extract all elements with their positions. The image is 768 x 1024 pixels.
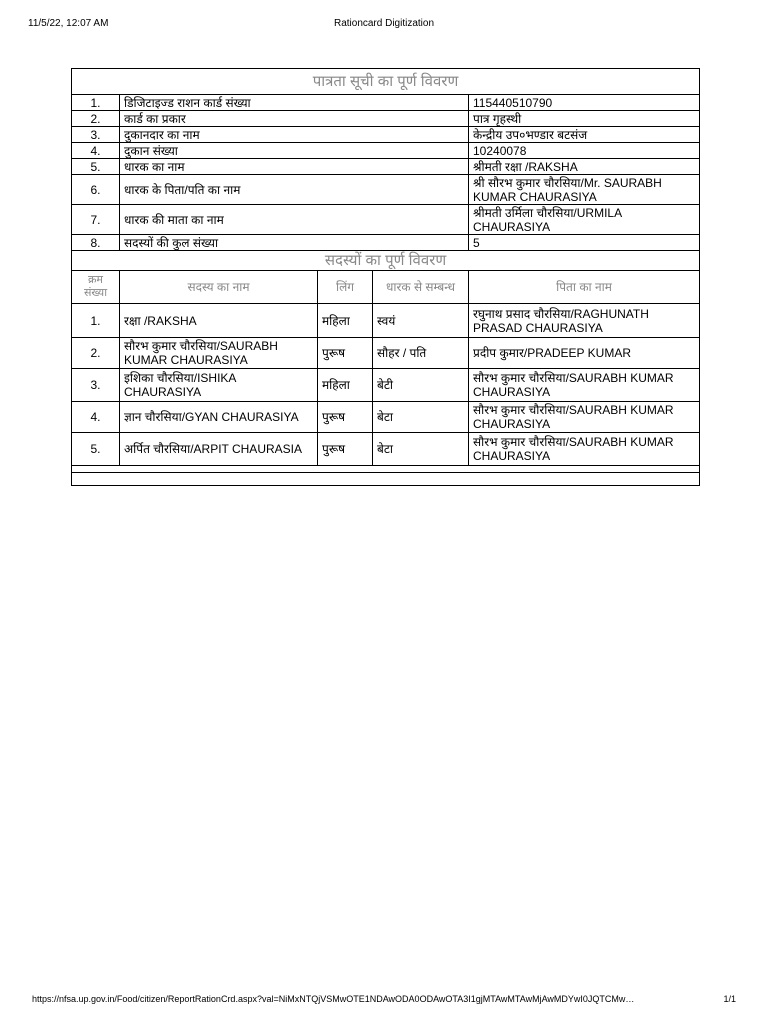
member-relation: स्वयं: [373, 304, 469, 338]
detail-row: [72, 111, 700, 127]
member-gender: पुरूष: [318, 402, 373, 433]
header-father-name: पिता का नाम: [469, 271, 700, 304]
detail-label: सदस्यों की कुल संख्या: [120, 235, 469, 251]
detail-label: दुकानदार का नाम: [120, 127, 469, 143]
detail-row: [72, 235, 700, 251]
detail-number: 8.: [72, 235, 120, 251]
member-name: सौरभ कुमार चौरसिया/SAURABH KUMAR CHAURASIYA: [120, 338, 318, 369]
members-header-row: [72, 271, 700, 304]
detail-row: [72, 95, 700, 111]
detail-value: 5: [469, 235, 700, 251]
detail-value: श्रीमती उर्मिला चौरसिया/URMILA CHAURASIYA: [469, 205, 700, 235]
detail-value: 115440510790: [469, 95, 700, 111]
blank-cell: [72, 466, 700, 473]
member-gender: महिला: [318, 369, 373, 402]
members-title: सदस्यों का पूर्ण विवरण: [72, 251, 700, 271]
detail-row: [72, 205, 700, 235]
ration-card-body: [72, 69, 700, 486]
detail-number: 6.: [72, 175, 120, 205]
header-serial-number: क्रम संख्या: [72, 271, 120, 304]
header-member-name: सदस्य का नाम: [120, 271, 318, 304]
member-relation: बेटा: [373, 402, 469, 433]
print-header: [28, 18, 740, 32]
detail-value: 10240078: [469, 143, 700, 159]
detail-row: [72, 143, 700, 159]
detail-row: [72, 175, 700, 205]
member-row: [72, 402, 700, 433]
member-number: 3.: [72, 369, 120, 402]
detail-number: 1.: [72, 95, 120, 111]
member-gender: महिला: [318, 304, 373, 338]
detail-label: धारक की माता का नाम: [120, 205, 469, 235]
member-number: 4.: [72, 402, 120, 433]
member-row: [72, 304, 700, 338]
detail-value: श्रीमती रक्षा /RAKSHA: [469, 159, 700, 175]
detail-value: पात्र गृहस्थी: [469, 111, 700, 127]
member-gender: पुरूष: [318, 433, 373, 466]
member-number: 2.: [72, 338, 120, 369]
member-name: अर्पित चौरसिया/ARPIT CHAURASIA: [120, 433, 318, 466]
member-father-name: सौरभ कुमार चौरसिया/SAURABH KUMAR CHAURASIYA: [469, 402, 700, 433]
detail-number: 4.: [72, 143, 120, 159]
member-father-name: रघुनाथ प्रसाद चौरसिया/RAGHUNATH PRASAD CHAURASIYA: [469, 304, 700, 338]
member-row: [72, 369, 700, 402]
detail-value: श्री सौरभ कुमार चौरसिया/Mr. SAURABH KUMAR CHAURASIYA: [469, 175, 700, 205]
detail-row: [72, 127, 700, 143]
detail-label: कार्ड का प्रकार: [120, 111, 469, 127]
members-title-row: [72, 251, 700, 271]
member-relation: बेटा: [373, 433, 469, 466]
member-name: ज्ञान चौरसिया/GYAN CHAURASIYA: [120, 402, 318, 433]
blank-row: [72, 466, 700, 473]
member-row: [72, 338, 700, 369]
detail-number: 3.: [72, 127, 120, 143]
header-relation: धारक से सम्बन्ध: [373, 271, 469, 304]
member-father-name: सौरभ कुमार चौरसिया/SAURABH KUMAR CHAURASIYA: [469, 433, 700, 466]
detail-row: [72, 159, 700, 175]
page-number: 1/1: [723, 994, 736, 1004]
eligibility-title: पात्रता सूची का पूर्ण विवरण: [72, 69, 700, 95]
member-number: 5.: [72, 433, 120, 466]
print-url: https://nfsa.up.gov.in/Food/citizen/ReportRationCrd.aspx?val=NiMxNTQjVSMwOTE1NDAwODA0ODAwOTA3I1gjMTAwMTAwMjAwMDYwI0JQTCMw…: [32, 994, 635, 1004]
print-footer: [32, 994, 736, 1008]
member-father-name: सौरभ कुमार चौरसिया/SAURABH KUMAR CHAURASIYA: [469, 369, 700, 402]
detail-number: 2.: [72, 111, 120, 127]
member-row: [72, 433, 700, 466]
detail-number: 5.: [72, 159, 120, 175]
member-relation: सौहर / पति: [373, 338, 469, 369]
blank-cell: [72, 473, 700, 486]
member-number: 1.: [72, 304, 120, 338]
eligibility-title-row: [72, 69, 700, 95]
blank-row: [72, 473, 700, 486]
header-gender: लिंग: [318, 271, 373, 304]
print-title: Rationcard Digitization: [333, 18, 435, 29]
ration-card-table: [71, 68, 700, 486]
print-date: 11/5/22, 12:07 AM: [28, 18, 109, 29]
member-father-name: प्रदीप कुमार/PRADEEP KUMAR: [469, 338, 700, 369]
detail-label: धारक का नाम: [120, 159, 469, 175]
detail-label: दुकान संख्या: [120, 143, 469, 159]
member-relation: बेटी: [373, 369, 469, 402]
member-name: रक्षा /RAKSHA: [120, 304, 318, 338]
detail-number: 7.: [72, 205, 120, 235]
detail-value: केन्द्रीय उप०भण्डार बटसंज: [469, 127, 700, 143]
member-gender: पुरूष: [318, 338, 373, 369]
detail-label: धारक के पिता/पति का नाम: [120, 175, 469, 205]
member-name: इशिका चौरसिया/ISHIKA CHAURASIYA: [120, 369, 318, 402]
detail-label: डिजिटाइज्ड राशन कार्ड संख्या: [120, 95, 469, 111]
